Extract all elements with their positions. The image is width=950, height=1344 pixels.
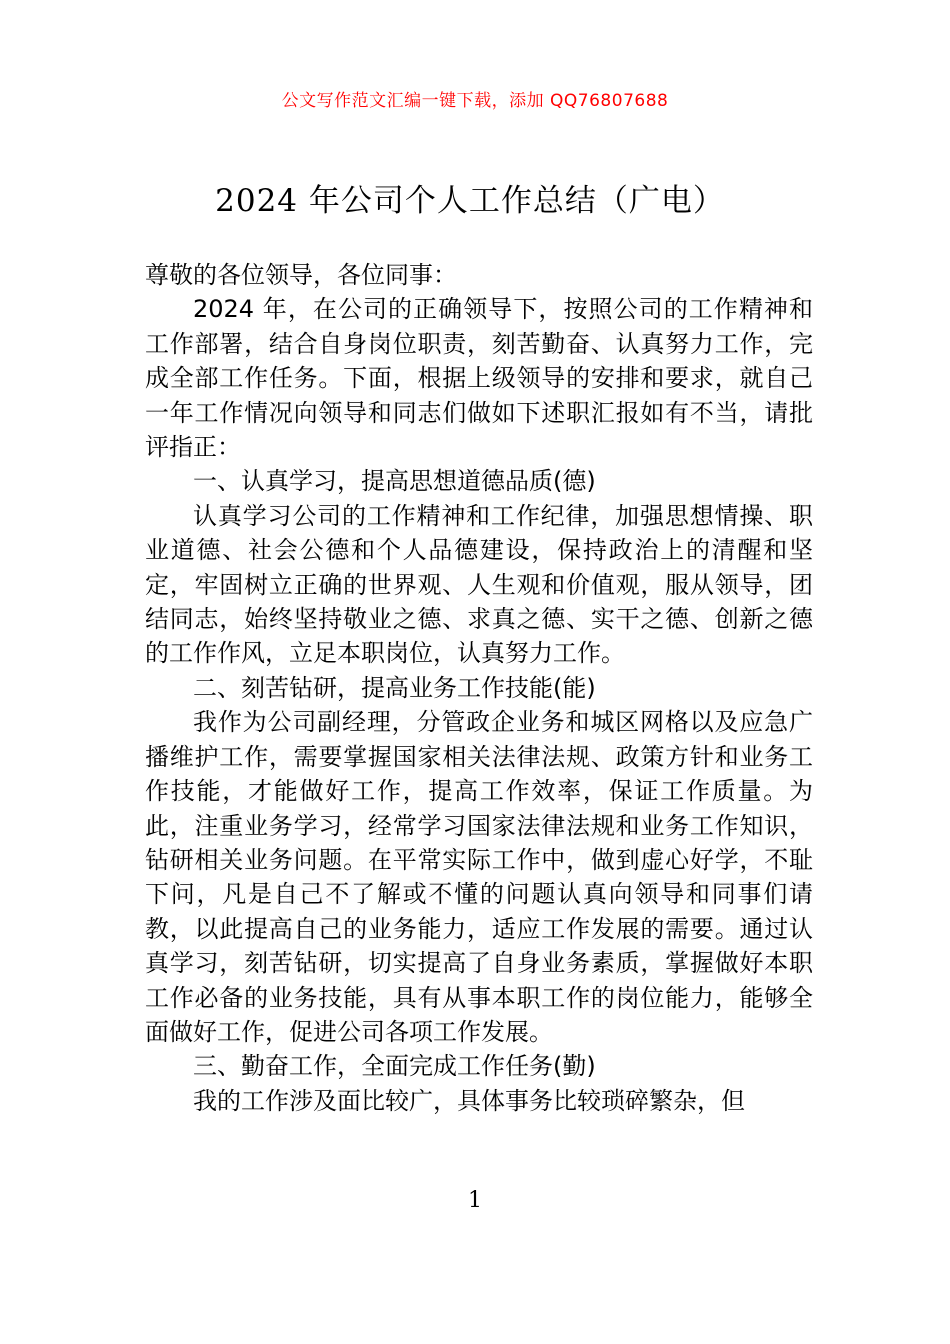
section-paragraph-3: 我的工作涉及面比较广，具体事务比较琐碎繁杂，但 [193, 1086, 745, 1115]
document-body [145, 258, 813, 1118]
salutation: 尊敬的各位领导，各位同事： [145, 261, 457, 289]
download-notice: 公文写作范文汇编一键下载，添加 QQ76807688 [281, 91, 669, 111]
section-paragraph-2: 我作为公司副经理，分管政企业务和城区网格以及应急广播维护工作，需要掌握国家相关法律法规、政策方针和业务工作技能，才能做好工作，提高工作效率，保证工作质量。为此，注重业务学习，经常学习国家法律法规和业务工作知识，钻研相关业务问题。在平常实际工作中，做到虚心好学，不耻下问，凡是自己不了解或不懂的问题认真向领导和同事们请教，以此提高自己的业务能力，适应工作发展的需要。通过认真学习，刻苦钻研，切实提高了自身业务素质，掌握做好本职工作必备的业务技能，具有从事本职工作的岗位能力，能够全面做好工作，促进公司各项工作发展。 [145, 708, 813, 1046]
section-heading-3: 三、勤奋工作，全面完成工作任务(勤) [193, 1052, 596, 1081]
document-title: 2024 年公司个人工作总结（广电） [215, 183, 725, 219]
section-heading-1: 一、认真学习，提高思想道德品质(德) [193, 467, 596, 496]
section-heading-2: 二、刻苦钻研，提高业务工作技能(能) [193, 673, 596, 702]
intro-paragraph: 2024 年，在公司的正确领导下，按照公司的工作精神和工作部署，结合自身岗位职责，刻苦勤奋、认真努力工作，完成全部工作任务。下面，根据上级领导的安排和要求，就自己一年工作情况向领导和同志们做如下述职汇报如有不当，请批评指正： [145, 295, 813, 462]
section-paragraph-1: 认真学习公司的工作精神和工作纪律，加强思想情操、职业道德、社会公德和个人品德建设，保持政治上的清醒和坚定，牢固树立正确的世界观、人生观和价值观，服从领导，团结同志，始终坚持敬业之德、求真之德、实干之德、创新之德的工作作风，立足本职岗位，认真努力工作。 [145, 501, 813, 668]
page-number: 1 [468, 1188, 482, 1213]
